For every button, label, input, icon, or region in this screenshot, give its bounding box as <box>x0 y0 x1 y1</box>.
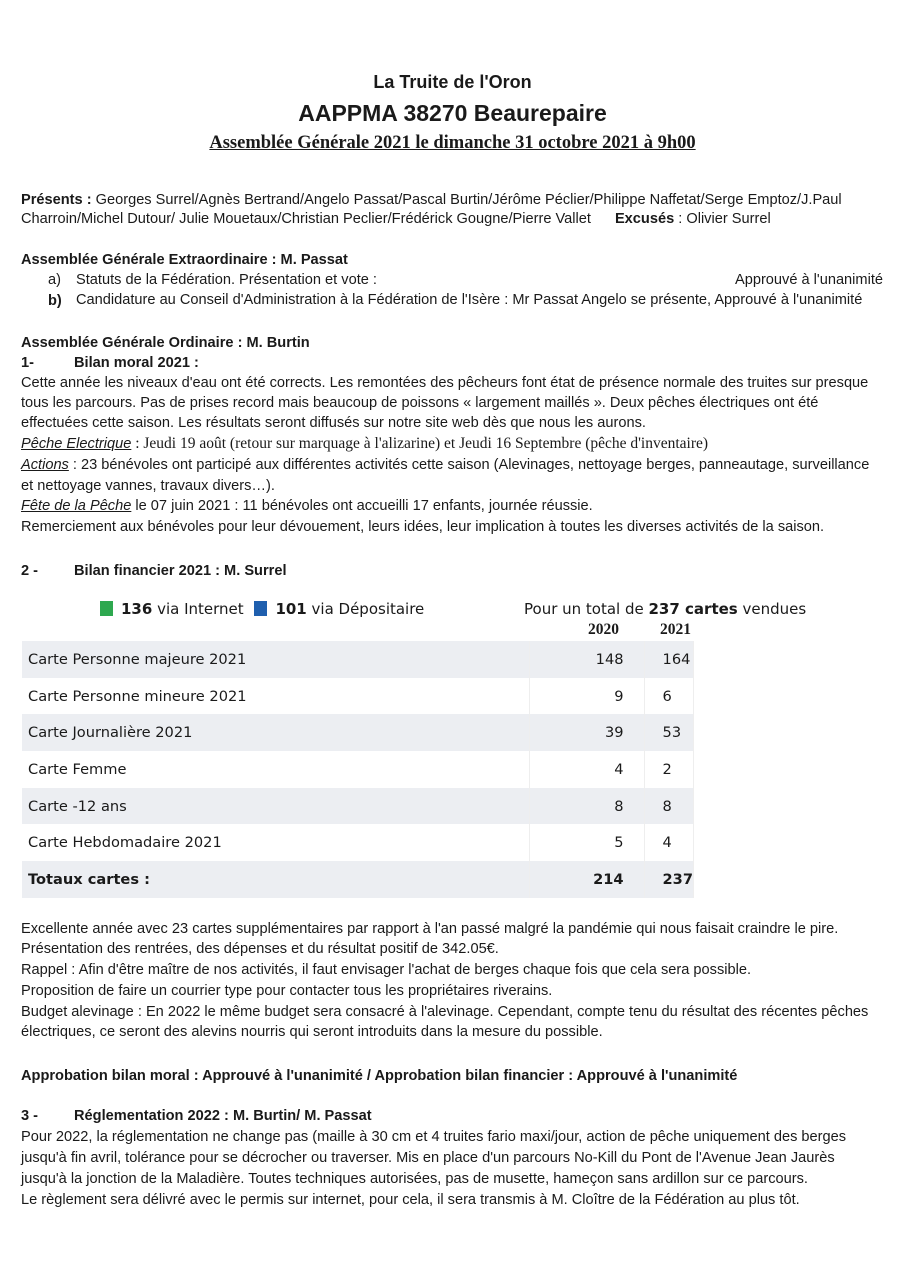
presents-line-2 <box>21 210 771 229</box>
fete-peche-line <box>21 497 593 516</box>
financier-note-2: Présentation des rentrées, des dépenses et du résultat positif de 342.05€. <box>21 941 499 957</box>
value-2021-cell: 8 <box>644 788 693 825</box>
age-item-a-text: Statuts de la Fédération. Présentation et vote : <box>76 272 377 288</box>
value-2021-cell: 164 <box>644 641 693 678</box>
actions-text: : 23 bénévoles ont participé aux différentes activités cette saison (Alevinages, nettoyage berges, panneautage, surveillance <box>68 457 870 473</box>
card-label-cell: Carte Femme <box>22 751 530 788</box>
value-2021-cell: 6 <box>644 678 693 715</box>
financier-note-5: Budget alevinage : En 2022 le même budget sera consacré à l'alevinage. Cependant, compte tenu du résultat des récentes pêches <box>21 1004 869 1020</box>
section-1-title: Bilan moral 2021 : <box>74 355 199 371</box>
fete-peche-label: Fête de la Pêche <box>21 498 132 514</box>
internet-label: via Internet <box>152 600 244 618</box>
presents-label: Présents : <box>21 192 92 208</box>
reglementation-line-2: jusqu'à fin avril, tolérance pour se décrocher ou traverser. Mis en place d'un parcours No-Kill du Pont de l'Avenue Jean Jaurès <box>21 1150 835 1166</box>
age-item-b-marker: b) <box>48 293 62 309</box>
reglementation-line-4: Le règlement sera délivré avec le permis sur internet, pour cela, il sera transmis à M. Cloître de la Fédération au plus tôt. <box>21 1192 800 1208</box>
table-row <box>22 824 694 861</box>
card-label-cell: Carte Journalière 2021 <box>22 714 530 751</box>
reglementation-line-1: Pour 2022, la réglementation ne change pas (maille à 30 cm et 4 truites fario maxi/jour, action de pêche uniquement des berges <box>21 1129 847 1145</box>
table-row <box>22 788 694 825</box>
total-prefix: Pour un total de <box>524 600 649 618</box>
financier-note-4: Proposition de faire un courrier type pour contacter tous les propriétaires riverains. <box>21 983 553 999</box>
depositaire-label: via Dépositaire <box>306 600 425 618</box>
value-2021-cell: 53 <box>644 714 693 751</box>
excuses-value: : Olivier Surrel <box>674 211 771 227</box>
sales-legend <box>100 600 424 618</box>
value-2020-cell: 9 <box>530 678 644 715</box>
section-3-number: 3 - <box>21 1108 39 1124</box>
value-2021-cell: 4 <box>644 824 693 861</box>
total-cards-sold <box>524 600 806 618</box>
internet-swatch <box>100 601 113 616</box>
totals-row <box>22 861 694 898</box>
club-name: La Truite de l'Oron <box>373 72 532 92</box>
table-row <box>22 751 694 788</box>
presents-names-2: Charroin/Michel Dutour/ Julie Mouetaux/Christian Peclier/Frédérick Gougne/Pierre Vallet <box>21 211 591 227</box>
peche-electrique-label: Pêche Electrique <box>21 436 132 452</box>
depositaire-swatch <box>254 601 267 616</box>
value-2020-cell: 39 <box>530 714 644 751</box>
age-item-b-text: Candidature au Conseil d'Administration à la Fédération de l'Isère : Mr Passat Angelo se présente, Approuvé à l'unanimité <box>76 292 863 308</box>
column-header-2020: 2020 <box>588 621 619 638</box>
presents-line-1 <box>21 191 842 210</box>
card-label-cell: Carte -12 ans <box>22 788 530 825</box>
fete-peche-text: le 07 juin 2021 : 11 bénévoles ont accueilli 17 enfants, journée réussie. <box>131 498 593 514</box>
thanks-line: Remerciement aux bénévoles pour leur dévouement, leurs idées, leur implication à toutes les diverses activités de la saison. <box>21 519 825 535</box>
reglementation-line-3: jusqu'à la jonction de la Maladière. Toutes techniques autorisées, pas de musette, hameçon sans ardillon sur ce parcours. <box>21 1171 808 1187</box>
peche-electrique-text: : Jeudi 19 août (retour sur marquage à l'alizarine) et Jeudi 16 Septembre (pêche d'inventaire) <box>131 435 709 452</box>
presents-names-1: Georges Surrel/Agnès Bertrand/Angelo Passat/Pascal Burtin/Jérôme Péclier/Philippe Naffetat/Serge Emptoz/J.Paul <box>91 192 842 208</box>
card-label-cell: Carte Hebdomadaire 2021 <box>22 824 530 861</box>
age-title: Assemblée Générale Extraordinaire : M. Passat <box>21 252 348 268</box>
section-3-title: Réglementation 2022 : M. Burtin/ M. Passat <box>74 1108 372 1124</box>
actions-line-1 <box>21 456 869 475</box>
value-2021-cell: 2 <box>644 751 693 788</box>
age-item-a-result: Approuvé à l'unanimité <box>734 272 883 288</box>
org-title: AAPPMA 38270 Beaurepaire <box>298 100 607 126</box>
value-2021-cell: 237 <box>644 861 693 898</box>
depositaire-count: 101 <box>275 600 307 618</box>
value-2020-cell: 148 <box>530 641 644 678</box>
ago-title: Assemblée Générale Ordinaire : M. Burtin <box>21 335 310 351</box>
total-count: 237 cartes <box>648 600 738 618</box>
peche-electrique-line <box>21 434 708 454</box>
excuses-label: Excusés <box>614 211 675 227</box>
card-label-cell: Carte Personne majeure 2021 <box>22 641 530 678</box>
value-2020-cell: 4 <box>530 751 644 788</box>
internet-count: 136 <box>121 600 153 618</box>
actions-line-2: et nettoyage vannes, travaux divers…). <box>21 478 275 494</box>
financier-note-6: électriques, ce seront des alevins nourris qui seront introduits dans la mesure du possible. <box>21 1024 603 1040</box>
card-label-cell: Totaux cartes : <box>22 861 530 898</box>
age-item-a-marker: a) <box>48 272 61 288</box>
total-suffix: vendues <box>737 600 807 618</box>
table-row <box>22 714 694 751</box>
column-header-2021: 2021 <box>660 621 691 638</box>
approbation-line: Approbation bilan moral : Approuvé à l'unanimité / Approbation bilan financier : Approuvé à l'unanimité <box>21 1068 738 1084</box>
card-label-cell: Carte Personne mineure 2021 <box>22 678 530 715</box>
section-2-number: 2 - <box>21 563 39 579</box>
section-2-title: Bilan financier 2021 : M. Surrel <box>74 563 287 579</box>
value-2020-cell: 8 <box>530 788 644 825</box>
value-2020-cell: 5 <box>530 824 644 861</box>
moral-line-3: effectuées cette saison. Les résultats seront diffusés sur notre site web dès que nous les aurons. <box>21 415 646 431</box>
actions-label: Actions <box>21 457 69 473</box>
moral-line-2: tous les parcours. Pas de prises record mais beaucoup de poissons « largement maillés ». Deux pêches électriques ont été <box>21 395 819 411</box>
financier-note-3: Rappel : Afin d'être maître de nos activités, il faut envisager l'achat de berges chaque fois que cela sera possible. <box>21 962 752 978</box>
financier-note-1: Excellente année avec 23 cartes supplémentaires par rapport à l'an passé malgré la pandémie qui nous faisait craindre le pire. <box>21 921 839 937</box>
value-2020-cell: 214 <box>530 861 644 898</box>
cards-table <box>22 641 694 898</box>
moral-line-1: Cette année les niveaux d'eau ont été corrects. Les remontées des pêcheurs font état de présence normale des truites sur presque <box>21 375 869 391</box>
section-1-number: 1- <box>21 355 34 371</box>
table-row <box>22 678 694 715</box>
meeting-title: Assemblée Générale 2021 le dimanche 31 octobre 2021 à 9h00 <box>209 133 696 153</box>
table-row <box>22 641 694 678</box>
